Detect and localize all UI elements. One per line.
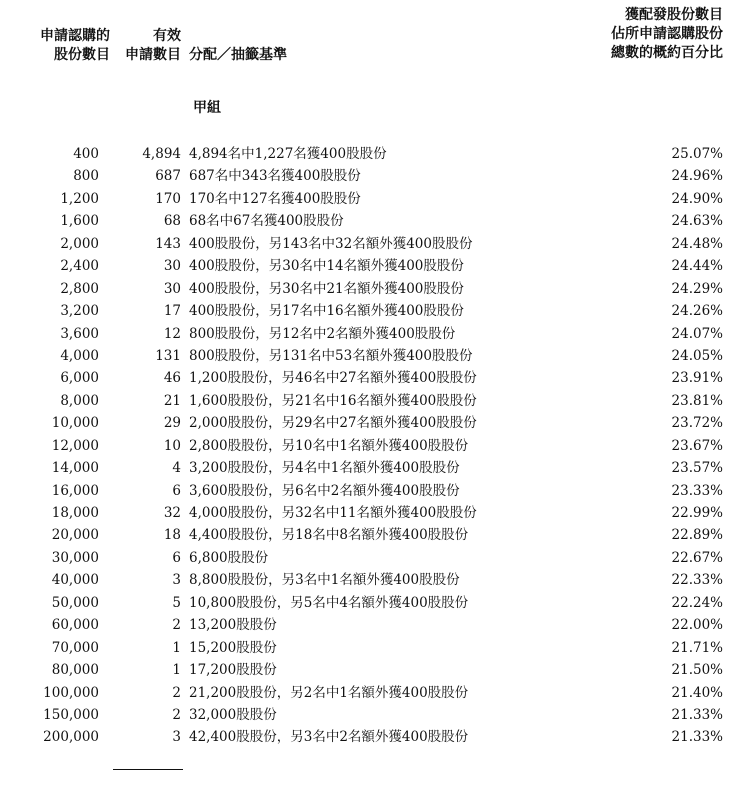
table-row: [0, 435, 750, 457]
table-row: [0, 210, 750, 232]
shares-cell: 14,000: [51, 460, 99, 477]
percentage-cell: 24.96%: [671, 168, 723, 185]
percentage-cell: 23.67%: [671, 437, 723, 454]
valid-applications-cell: 30: [163, 258, 181, 275]
valid-applications-cell: 2: [172, 684, 181, 701]
percentage-cell: 23.91%: [671, 370, 723, 387]
basis-cell: 800股股份，另12名中2名額外獲400股股份: [189, 325, 456, 342]
shares-cell: 100,000: [43, 684, 99, 701]
header-line: 股份數目: [54, 47, 110, 63]
header-line: 佔所申請認購股份: [611, 26, 723, 42]
valid-applications-cell: 6: [172, 482, 181, 499]
basis-cell: 800股股份，另131名中53名額外獲400股股份: [189, 347, 473, 364]
shares-cell: 80,000: [51, 662, 99, 679]
shares-cell: 6,000: [60, 370, 99, 387]
basis-cell: 400股股份，另17名中16名額外獲400股股份: [189, 303, 464, 320]
table-row: [0, 726, 750, 748]
valid-applications-cell: 5: [172, 594, 181, 611]
basis-cell: 32,000股股份: [189, 706, 277, 723]
table-row: [0, 457, 750, 479]
valid-applications-cell: 29: [163, 415, 181, 432]
basis-cell: 3,600股股份，另6名中2名額外獲400股股份: [189, 482, 460, 499]
header-line: 分配／抽籤基準: [189, 47, 287, 63]
basis-cell: 3,200股股份，另4名中1名額外獲400股股份: [189, 460, 460, 477]
valid-applications-cell: 6: [172, 549, 181, 566]
percentage-cell: 24.05%: [671, 347, 723, 364]
valid-applications-cell: 4,894: [142, 146, 181, 162]
basis-cell: 170名中127名獲400股股份: [189, 190, 361, 207]
valid-applications-cell: 10: [163, 437, 181, 454]
valid-applications-cell: 68: [163, 213, 181, 230]
percentage-cell: 22.99%: [671, 505, 723, 521]
table-row: [0, 480, 750, 502]
valid-applications-cell: 2: [172, 706, 181, 723]
percentage-cell: 22.89%: [671, 527, 723, 544]
basis-cell: 42,400股股份，另3名中2名額外獲400股股份: [189, 729, 469, 746]
valid-applications-cell: 4: [172, 460, 181, 477]
header-percentage: [611, 6, 723, 63]
header-line: 申請認購的: [40, 28, 110, 44]
table-row: [0, 143, 750, 165]
shares-cell: 3,200: [60, 303, 99, 320]
percentage-cell: 21.50%: [671, 662, 723, 679]
shares-cell: 400: [73, 146, 99, 162]
shares-cell: 16,000: [51, 482, 99, 499]
percentage-cell: 24.90%: [671, 190, 723, 207]
basis-cell: 6,800股股份: [189, 549, 269, 566]
percentage-cell: 23.33%: [671, 482, 723, 499]
shares-cell: 20,000: [51, 527, 99, 544]
percentage-cell: 24.44%: [671, 258, 723, 275]
basis-cell: 2,800股股份，另10名中1名額外獲400股股份: [189, 437, 469, 454]
percentage-cell: 21.33%: [671, 729, 723, 746]
shares-cell: 800: [73, 168, 99, 185]
table-row: [0, 255, 750, 277]
table-row: [0, 300, 750, 322]
table-body: [0, 143, 750, 749]
valid-applications-cell: 170: [155, 190, 181, 207]
table-row: [0, 659, 750, 681]
table-row: [0, 592, 750, 614]
valid-applications-cell: 687: [155, 168, 181, 185]
table-row: [0, 367, 750, 389]
percentage-cell: 22.24%: [671, 594, 723, 611]
percentage-cell: 25.07%: [671, 146, 723, 162]
percentage-cell: 22.00%: [671, 617, 723, 634]
basis-cell: 4,400股股份，另18名中8名額外獲400股股份: [189, 527, 469, 544]
basis-cell: 68名中67名獲400股股份: [189, 213, 344, 230]
percentage-cell: 21.33%: [671, 706, 723, 723]
valid-applications-cell: 18: [163, 527, 181, 544]
shares-cell: 40,000: [51, 572, 99, 589]
percentage-cell: 23.57%: [671, 460, 723, 477]
table-row: [0, 524, 750, 546]
basis-cell: 13,200股股份: [189, 617, 277, 634]
basis-cell: 15,200股股份: [189, 639, 277, 656]
table-row: [0, 323, 750, 345]
header-line: 有效: [153, 28, 181, 44]
header-line: 獲配發股份數目: [625, 7, 723, 23]
basis-cell: 2,000股股份，另29名中27名額外獲400股股份: [189, 415, 477, 432]
table-row: [0, 502, 750, 524]
percentage-cell: 24.63%: [671, 213, 723, 230]
table-row: [0, 547, 750, 569]
percentage-cell: 24.29%: [671, 280, 723, 297]
table-row: [0, 278, 750, 300]
table-row: [0, 390, 750, 412]
table-row: [0, 569, 750, 591]
percentage-cell: 24.48%: [671, 235, 723, 252]
table-row: [0, 704, 750, 726]
header-shares-applied: [40, 27, 110, 65]
basis-cell: 8,800股股份，另3名中1名額外獲400股股份: [189, 572, 460, 589]
table-row: [0, 233, 750, 255]
shares-cell: 12,000: [51, 437, 99, 454]
basis-cell: 687名中343名獲400股股份: [189, 168, 361, 185]
shares-cell: 30,000: [51, 549, 99, 566]
valid-applications-cell: 2: [172, 617, 181, 634]
valid-applications-cell: 32: [163, 505, 181, 521]
group-label: 甲組: [193, 100, 221, 116]
valid-applications-cell: 3: [172, 572, 181, 589]
shares-cell: 2,000: [60, 235, 99, 252]
header-line: 申請數目: [125, 47, 181, 63]
shares-cell: 4,000: [60, 347, 99, 364]
valid-applications-cell: 1: [172, 639, 181, 656]
valid-applications-cell: 131: [155, 347, 181, 364]
valid-applications-cell: 143: [155, 235, 181, 252]
shares-cell: 200,000: [43, 729, 99, 746]
valid-applications-cell: 3: [172, 729, 181, 746]
shares-cell: 2,800: [60, 280, 99, 297]
shares-cell: 18,000: [51, 505, 99, 521]
shares-cell: 60,000: [51, 617, 99, 634]
shares-cell: 70,000: [51, 639, 99, 656]
shares-cell: 8,000: [60, 392, 99, 409]
table-row: [0, 637, 750, 659]
basis-cell: 17,200股股份: [189, 662, 277, 679]
header-line: 總數的概約百分比: [611, 45, 723, 61]
table-row: [0, 345, 750, 367]
shares-cell: 50,000: [51, 594, 99, 611]
basis-cell: 21,200股股份，另2名中1名額外獲400股股份: [189, 684, 469, 701]
table-row: [0, 412, 750, 434]
basis-cell: 10,800股股份，另5名中4名額外獲400股股份: [189, 594, 469, 611]
shares-cell: 3,600: [60, 325, 99, 342]
shares-cell: 1,600: [60, 213, 99, 230]
percentage-cell: 22.67%: [671, 549, 723, 566]
header-basis: [189, 46, 287, 65]
percentage-cell: 22.33%: [671, 572, 723, 589]
shares-cell: 150,000: [43, 706, 99, 723]
shares-cell: 1,200: [60, 190, 99, 207]
header-valid-applications: [125, 27, 181, 65]
percentage-cell: 23.81%: [671, 392, 723, 409]
percentage-cell: 24.07%: [671, 325, 723, 342]
valid-applications-cell: 21: [163, 392, 181, 409]
valid-applications-cell: 12: [163, 325, 181, 342]
valid-applications-cell: 30: [163, 280, 181, 297]
basis-cell: 1,200股股份，另46名中27名額外獲400股股份: [189, 370, 477, 387]
valid-applications-cell: 46: [163, 370, 181, 387]
valid-applications-cell: 17: [163, 303, 181, 320]
total-underline: [113, 769, 183, 770]
percentage-cell: 21.71%: [671, 639, 723, 656]
shares-cell: 2,400: [60, 258, 99, 275]
basis-cell: 4,894名中1,227名獲400股股份: [189, 146, 387, 162]
table-row: [0, 188, 750, 210]
percentage-cell: 24.26%: [671, 303, 723, 320]
basis-cell: 4,000股股份，另32名中11名額外獲400股股份: [189, 505, 477, 521]
table-row: [0, 165, 750, 187]
percentage-cell: 21.40%: [671, 684, 723, 701]
basis-cell: 400股股份，另30名中21名額外獲400股股份: [189, 280, 464, 297]
basis-cell: 1,600股股份，另21名中16名額外獲400股股份: [189, 392, 477, 409]
valid-applications-cell: 1: [172, 662, 181, 679]
basis-cell: 400股股份，另143名中32名額外獲400股股份: [189, 235, 473, 252]
table-row: [0, 614, 750, 636]
basis-cell: 400股股份，另30名中14名額外獲400股股份: [189, 258, 464, 275]
percentage-cell: 23.72%: [671, 415, 723, 432]
shares-cell: 10,000: [51, 415, 99, 432]
table-row: [0, 682, 750, 704]
